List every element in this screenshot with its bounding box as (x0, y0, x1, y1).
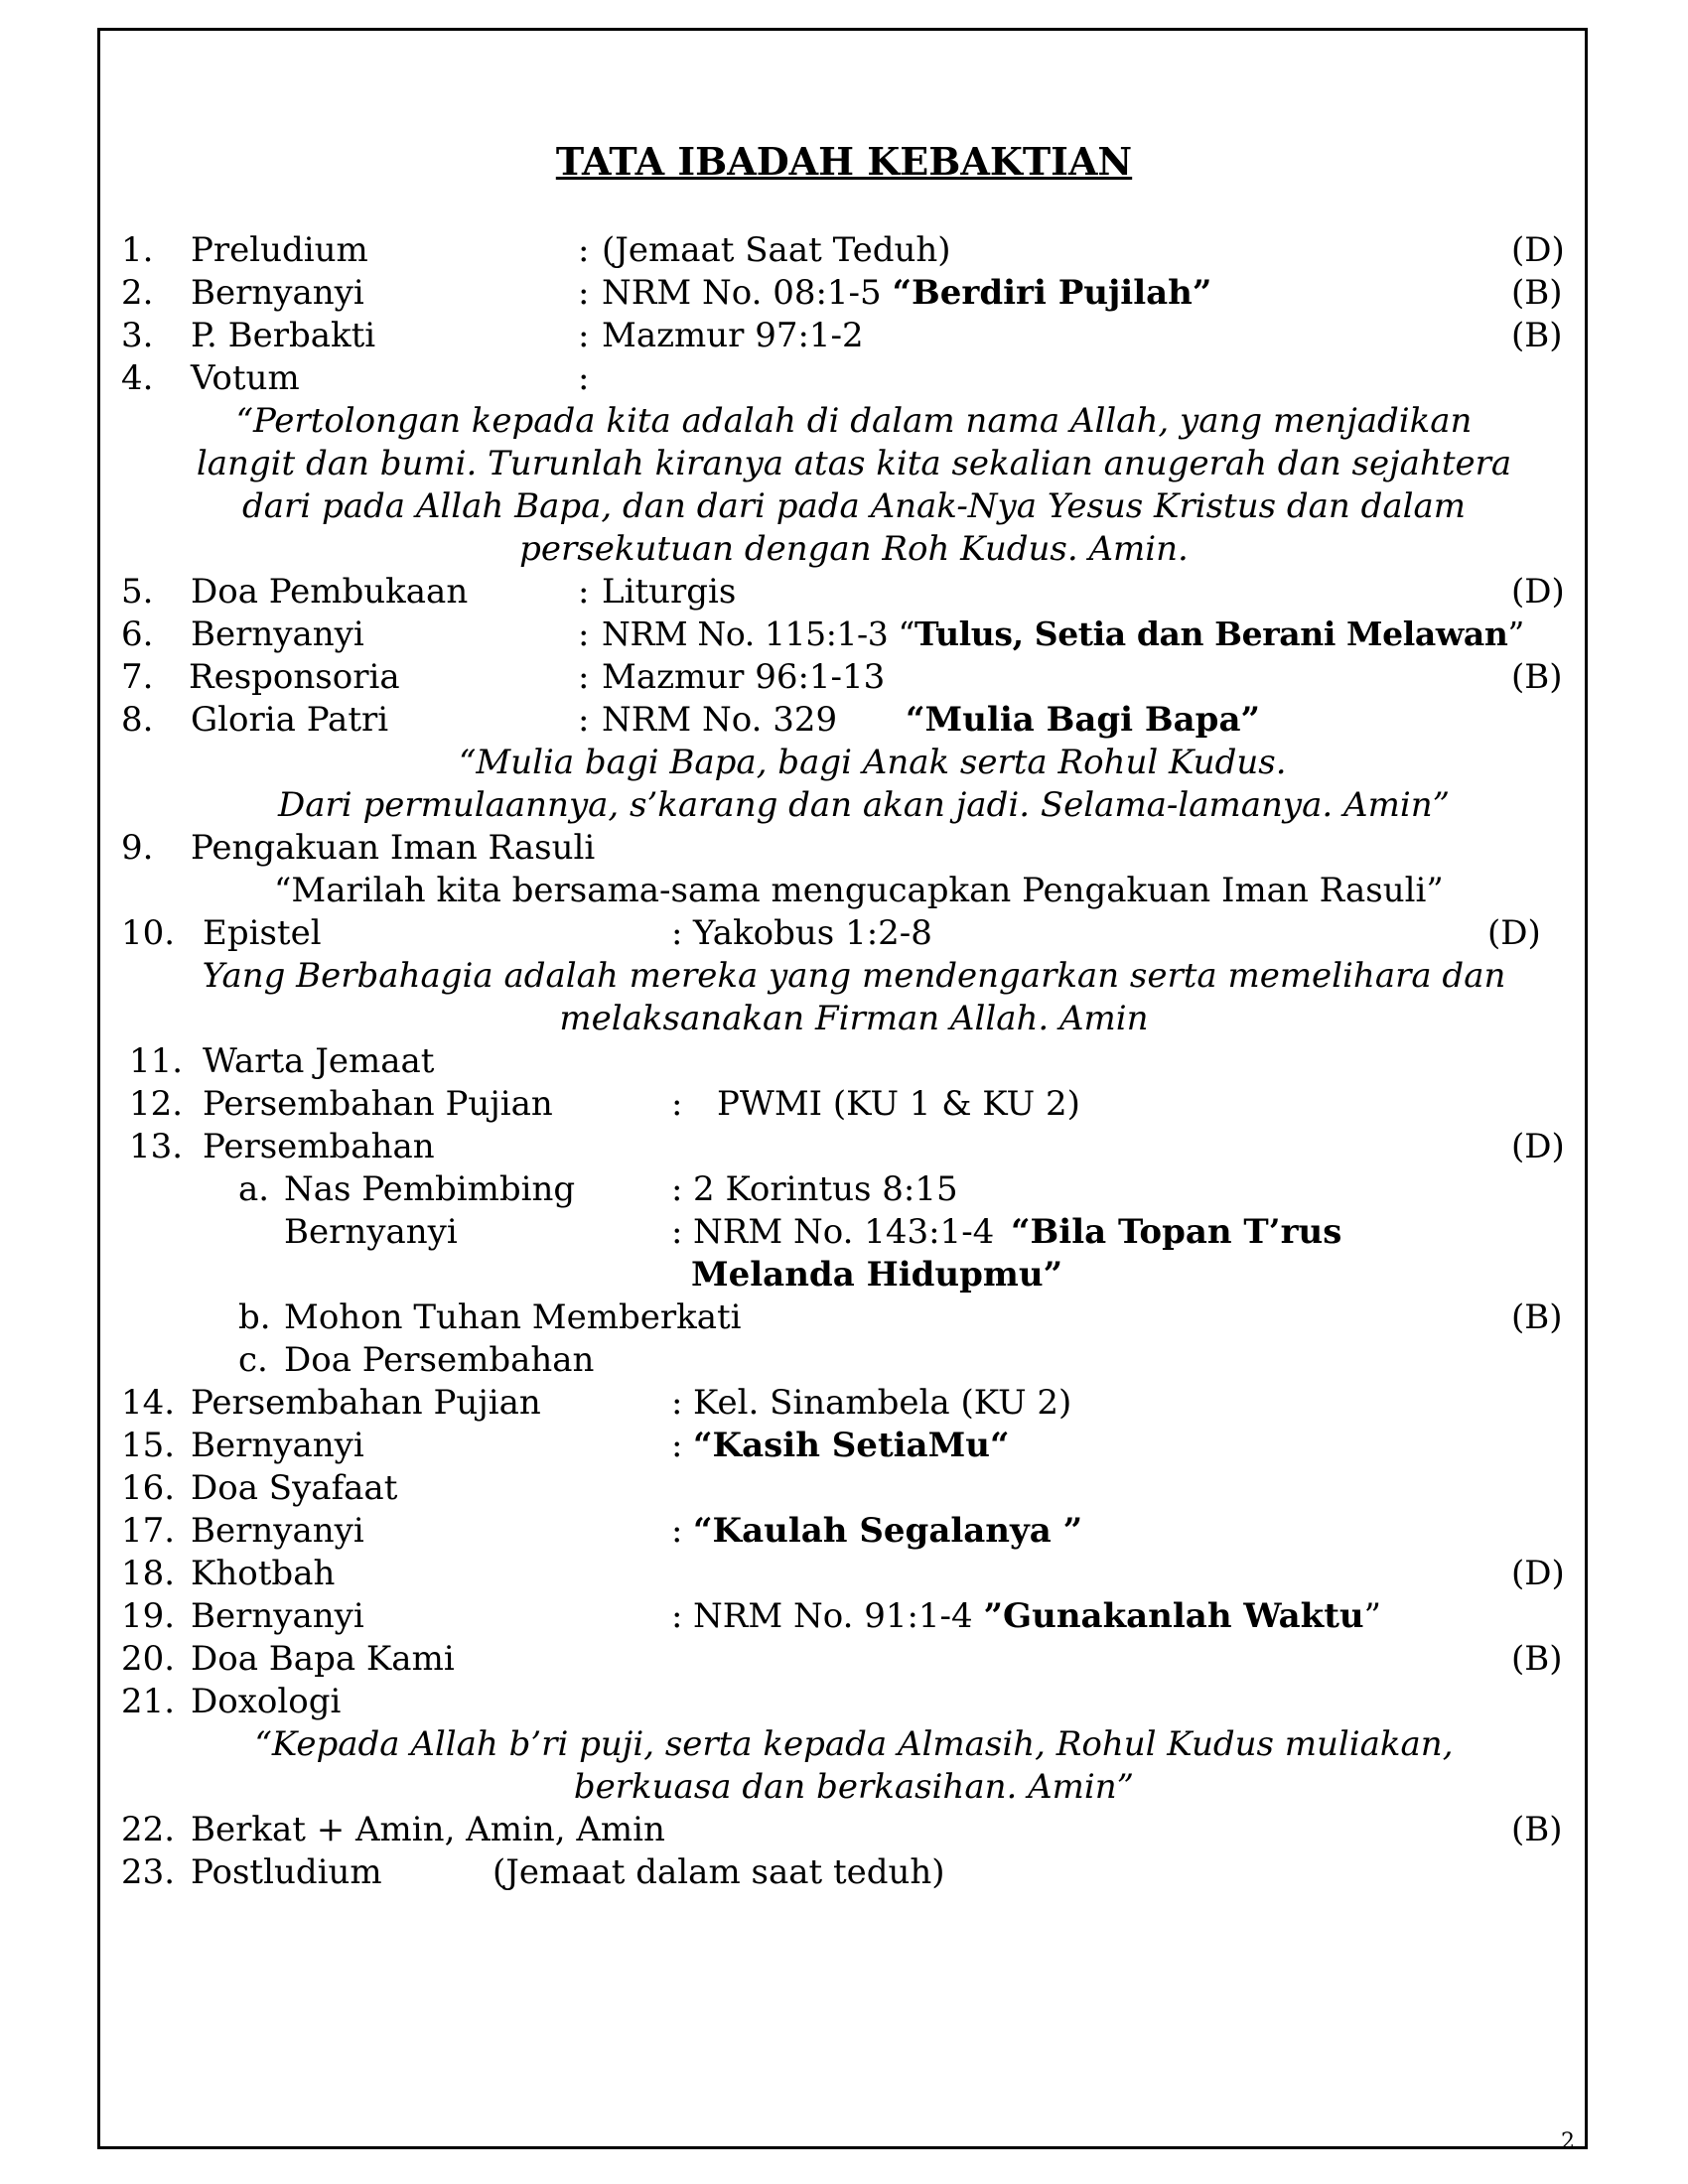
item-13-tag: (D) (1511, 1127, 1565, 1166)
item-8-colon: : (578, 700, 590, 740)
item-20-label: Doa Bapa Kami (191, 1639, 455, 1679)
iman-text: “Marilah kita bersama-sama mengucapkan Pengakuan Iman Rasuli” (274, 871, 1444, 910)
item-19-value (693, 1596, 1381, 1636)
item-3-tag: (B) (1511, 316, 1563, 355)
item-22-number: 22. (121, 1810, 176, 1849)
sub-a-song-title-line-1: “Bila Topan T’rus (1011, 1212, 1342, 1252)
item-6-value (602, 614, 1524, 654)
item-22-label: Berkat + Amin, Amin, Amin (191, 1810, 665, 1849)
item-20-tag: (B) (1511, 1639, 1563, 1679)
item-17-colon: : (671, 1511, 683, 1551)
item-19-close-quote: ” (1363, 1596, 1382, 1636)
page-number: 2 (1561, 2129, 1575, 2154)
item-14-label: Persembahan Pujian (191, 1383, 541, 1423)
item-10-label: Epistel (203, 913, 322, 953)
item-8-song-title: “Mulia Bagi Bapa” (906, 700, 1261, 740)
item-2-colon: : (578, 273, 590, 313)
item-16-number: 16. (121, 1468, 176, 1508)
item-12-value: PWMI (KU 1 & KU 2) (717, 1084, 1080, 1124)
item-19-number: 19. (121, 1596, 176, 1636)
item-19-song-title: ”Gunakanlah Waktu (983, 1596, 1364, 1636)
item-18-number: 18. (121, 1554, 176, 1593)
item-17-song-title: “Kaulah Segalanya ” (693, 1511, 1083, 1551)
item-19-label: Bernyanyi (191, 1596, 364, 1636)
item-2-tag: (B) (1511, 273, 1563, 313)
epistel-text-line-2: melaksanakan Firman Allah. Amin (559, 999, 1149, 1038)
item-5-number: 5. (121, 572, 154, 612)
item-17-number: 17. (121, 1511, 176, 1551)
sub-c-letter: c. (238, 1340, 268, 1380)
item-10-tag: (D) (1487, 913, 1541, 953)
item-6-value-text: NRM No. 115:1-3 “ (602, 614, 914, 653)
item-18-tag: (D) (1511, 1554, 1565, 1593)
item-3-value: Mazmur 97:1-2 (602, 316, 864, 355)
gloria-text-line-2: Dari permulaannya, s’karang dan akan jadi. Selama-lamanya. Amin” (278, 785, 1450, 825)
item-11-number: 11. (129, 1041, 184, 1081)
votum-text-line-1: “Pertolongan kepada kita adalah di dalam nama Allah, yang menjadikan (235, 401, 1473, 441)
item-2-value (602, 273, 1211, 313)
item-16-label: Doa Syafaat (191, 1468, 398, 1508)
item-5-colon: : (578, 572, 590, 612)
item-2-value-text: NRM No. 08:1-5 (602, 273, 882, 313)
sub-a-letter: a. (238, 1169, 270, 1209)
item-5-value: Liturgis (602, 572, 737, 612)
item-19-colon: : (671, 1596, 683, 1636)
item-6-label: Bernyanyi (191, 614, 364, 654)
sub-a-song-value: NRM No. 143:1-4 (693, 1212, 995, 1252)
item-12-colon: : (671, 1084, 683, 1124)
item-17-label: Bernyanyi (191, 1511, 364, 1551)
item-8-label: Gloria Patri (191, 700, 389, 740)
item-4-colon: : (578, 358, 590, 398)
item-10-colon: : (671, 913, 683, 953)
item-11-label: Warta Jemaat (203, 1041, 435, 1081)
gloria-text-line-1: “Mulia bagi Bapa, bagi Anak serta Rohul Kudus. (459, 743, 1287, 782)
item-6-close-quote: ” (1507, 614, 1524, 653)
sub-a-value: 2 Korintus 8:15 (693, 1169, 958, 1209)
item-2-song-title: “Berdiri Pujilah” (892, 273, 1212, 313)
item-5-label: Doa Pembukaan (191, 572, 469, 612)
item-15-number: 15. (121, 1426, 176, 1465)
item-12-number: 12. (129, 1084, 184, 1124)
item-3-colon: : (578, 316, 590, 355)
item-12-label: Persembahan Pujian (203, 1084, 553, 1124)
item-7-colon: : (578, 657, 590, 697)
item-22-tag: (B) (1511, 1810, 1563, 1849)
item-23-number: 23. (121, 1852, 176, 1892)
item-23-value: (Jemaat dalam saat teduh) (492, 1852, 945, 1892)
item-3-number: 3. (121, 316, 154, 355)
votum-text-line-2: langit dan bumi. Turunlah kiranya atas kita sekalian anugerah dan sejahtera (196, 444, 1512, 483)
item-14-value: Kel. Sinambela (KU 2) (693, 1383, 1072, 1423)
item-6-colon: : (578, 614, 590, 654)
sub-a-label: Nas Pembimbing (284, 1169, 576, 1209)
item-6-number: 6. (121, 614, 154, 654)
item-10-value: Yakobus 1:2-8 (693, 913, 932, 953)
item-2-label: Bernyanyi (191, 273, 364, 313)
doxologi-text-line-1: “Kepada Allah b’ri puji, serta kepada Almasih, Rohul Kudus muliakan, (254, 1724, 1454, 1764)
item-15-colon: : (671, 1426, 683, 1465)
sub-a-song-title-line-2: Melanda Hidupmu” (691, 1255, 1063, 1295)
item-7-label: Responsoria (189, 657, 400, 697)
item-3-label: P. Berbakti (191, 316, 376, 355)
item-7-number: 7. (121, 657, 154, 697)
item-18-label: Khotbah (191, 1554, 336, 1593)
item-21-number: 21. (121, 1682, 176, 1721)
item-5-tag: (D) (1511, 572, 1565, 612)
item-19-value-text: NRM No. 91:1-4 (693, 1596, 973, 1636)
item-1-number: 1. (121, 230, 154, 270)
doxologi-text-line-2: berkuasa dan berkasihan. Amin” (573, 1767, 1135, 1807)
item-20-number: 20. (121, 1639, 176, 1679)
item-7-tag: (B) (1511, 657, 1563, 697)
item-23-label: Postludium (191, 1852, 382, 1892)
item-15-label: Bernyanyi (191, 1426, 364, 1465)
sub-b-tag: (B) (1511, 1297, 1563, 1337)
item-10-number: 10. (121, 913, 176, 953)
votum-text-line-3: dari pada Allah Bapa, dan dari pada Anak-Nya Yesus Kristus dan dalam (241, 486, 1467, 526)
item-13-number: 13. (129, 1127, 184, 1166)
item-1-label: Preludium (191, 230, 368, 270)
item-4-label: Votum (191, 358, 300, 398)
item-8-number: 8. (121, 700, 154, 740)
item-1-tag: (D) (1511, 230, 1565, 270)
item-21-label: Doxologi (191, 1682, 342, 1721)
item-8-value: NRM No. 329 (602, 700, 838, 740)
sub-a-colon: : (671, 1169, 683, 1209)
item-15-song-title: “Kasih SetiaMu“ (693, 1426, 1010, 1465)
item-1-value: (Jemaat Saat Teduh) (602, 230, 951, 270)
sub-b-label: Mohon Tuhan Memberkati (284, 1297, 742, 1337)
item-1-colon: : (578, 230, 590, 270)
item-14-number: 14. (121, 1383, 176, 1423)
item-13-label: Persembahan (203, 1127, 435, 1166)
sub-a-song-label: Bernyanyi (284, 1212, 458, 1252)
item-9-label: Pengakuan Iman Rasuli (191, 828, 596, 868)
page-title: TATA IBADAH KEBAKTIAN (555, 139, 1133, 184)
item-4-number: 4. (121, 358, 154, 398)
item-7-value: Mazmur 96:1-13 (602, 657, 886, 697)
sub-c-label: Doa Persembahan (284, 1340, 595, 1380)
votum-text-line-4: persekutuan dengan Roh Kudus. Amin. (519, 529, 1189, 569)
epistel-text-line-1: Yang Berbahagia adalah mereka yang mendengarkan serta memelihara dan (202, 956, 1506, 996)
item-9-number: 9. (121, 828, 154, 868)
sub-b-letter: b. (238, 1297, 271, 1337)
item-14-colon: : (671, 1383, 683, 1423)
item-6-song-title: Tulus, Setia dan Berani Melawan (914, 614, 1508, 653)
item-2-number: 2. (121, 273, 154, 313)
sub-a-song-colon: : (671, 1212, 683, 1252)
